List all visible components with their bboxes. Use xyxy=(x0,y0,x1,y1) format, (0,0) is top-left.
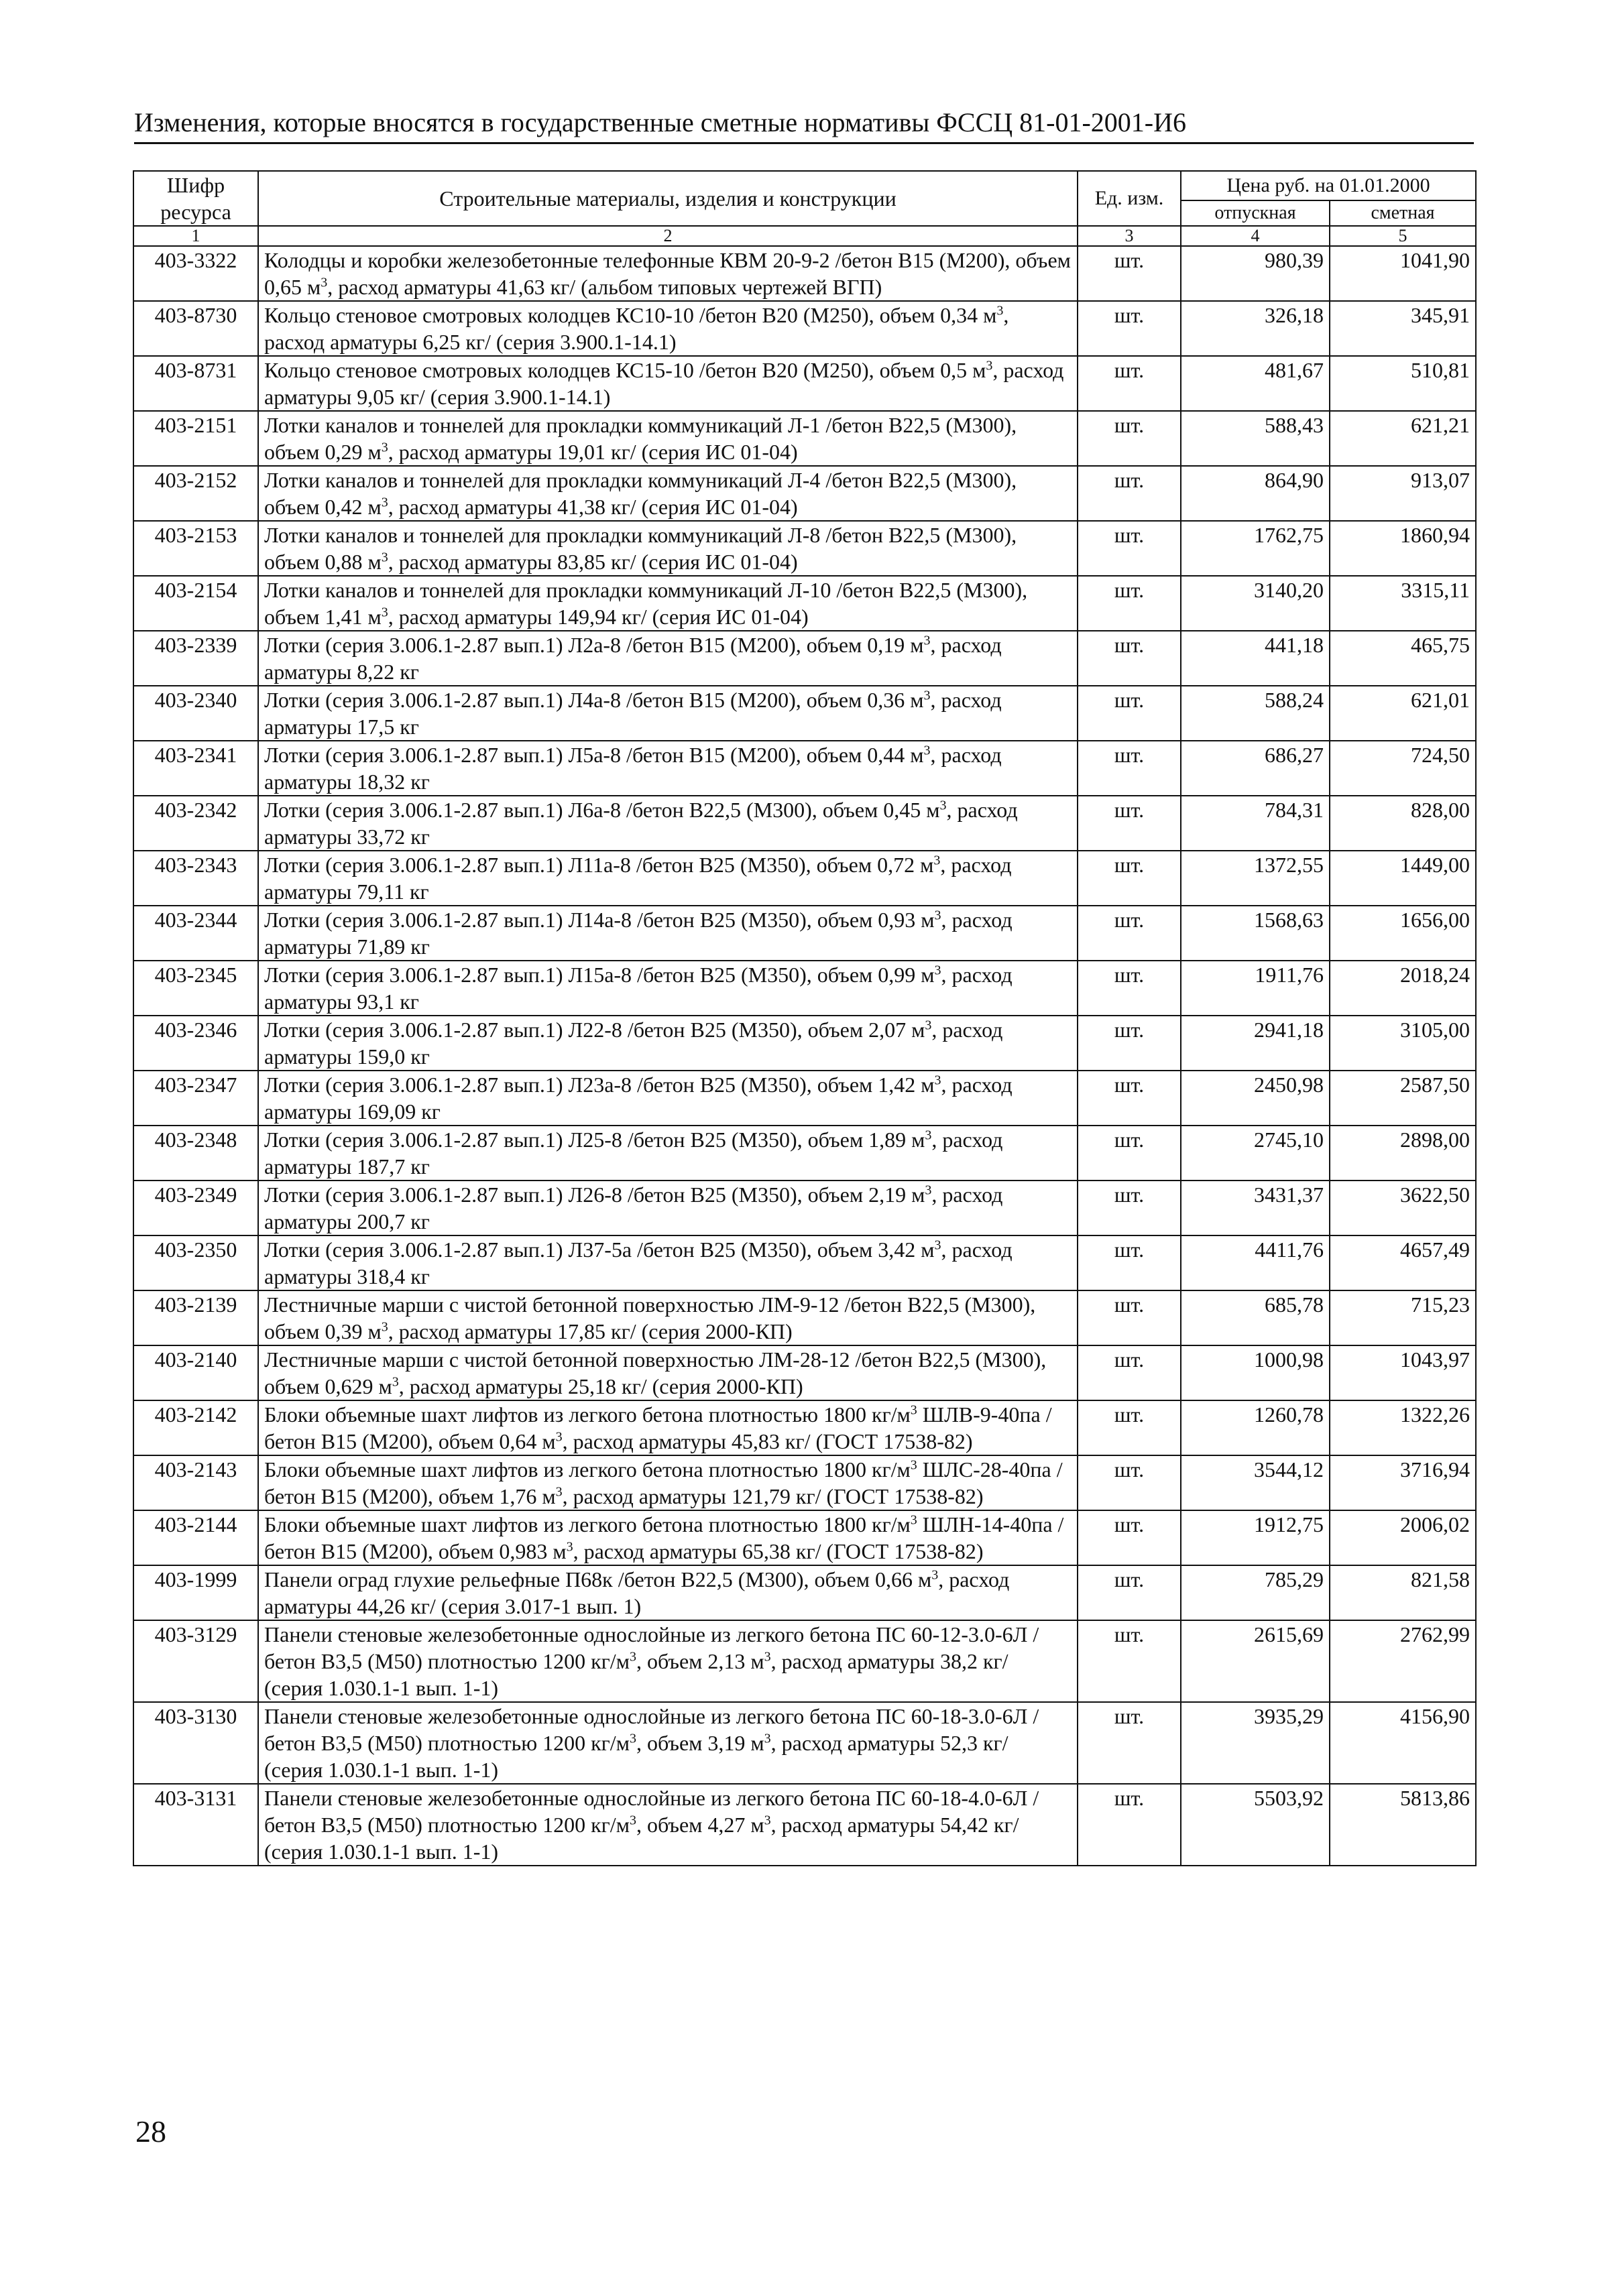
price-estimate: 1322,26 xyxy=(1330,1400,1476,1455)
resource-description: Панели стеновые железобетонные однослойные из легкого бетона ПС 60-18-4.0-6Л /бетон В3,5 (М50) плотностью 1200 $кг/м^3$, объем 4,27 $м^3$, расход арматуры 54,42 кг/ (серия 1.030.1-1 вып. 1-1) xyxy=(258,1784,1078,1866)
price-estimate: 2898,00 xyxy=(1330,1126,1476,1181)
price-release: 685,78 xyxy=(1181,1290,1330,1345)
resource-unit: шт. xyxy=(1078,961,1181,1016)
resource-description: Лотки (серия 3.006.1-2.87 вып.1) Л2а-8 /бетон В15 (М200), объем 0,19 $м^3$, расход арматуры 8,22 кг xyxy=(258,631,1078,686)
price-release: 481,67 xyxy=(1181,356,1330,411)
resource-code: 403-2346 xyxy=(133,1016,258,1071)
price-estimate: 465,75 xyxy=(1330,631,1476,686)
price-release: 4411,76 xyxy=(1181,1235,1330,1290)
resource-unit: шт. xyxy=(1078,1565,1181,1620)
column-number: 1 xyxy=(133,226,258,246)
table-row xyxy=(133,1235,1476,1290)
header-price-group: Цена руб. на 01.01.2000 xyxy=(1181,171,1476,200)
column-number: 3 xyxy=(1078,226,1181,246)
resource-description: Лотки каналов и тоннелей для прокладки коммуникаций Л-1 /бетон В22,5 (М300), объем 0,29 $м^3$, расход арматуры 19,01 кг/ (серия ИС 01-04) xyxy=(258,411,1078,466)
price-release: 588,24 xyxy=(1181,686,1330,741)
resource-code: 403-3131 xyxy=(133,1784,258,1866)
resource-description: Блоки объемные шахт лифтов из легкого бетона плотностью 1800 $кг/м^3$ ШЛВ-9-40па /бетон В15 (М200), объем 0,64 $м^3$, расход арматуры 45,83 кг/ (ГОСТ 17538-82) xyxy=(258,1400,1078,1455)
price-estimate: 5813,86 xyxy=(1330,1784,1476,1866)
resource-code: 403-3129 xyxy=(133,1620,258,1702)
resource-description: Блоки объемные шахт лифтов из легкого бетона плотностью 1800 $кг/м^3$ ШЛС-28-40па /бетон В15 (М200), объем 1,76 $м^3$, расход арматуры 121,79 кг/ (ГОСТ 17538-82) xyxy=(258,1455,1078,1510)
table-row xyxy=(133,246,1476,301)
table-row xyxy=(133,1510,1476,1565)
column-number: 4 xyxy=(1181,226,1330,246)
price-release: 5503,92 xyxy=(1181,1784,1330,1866)
resource-unit: шт. xyxy=(1078,576,1181,631)
price-estimate: 2587,50 xyxy=(1330,1071,1476,1126)
table-row xyxy=(133,1181,1476,1235)
price-estimate: 2762,99 xyxy=(1330,1620,1476,1702)
price-estimate: 2006,02 xyxy=(1330,1510,1476,1565)
price-estimate: 1043,97 xyxy=(1330,1345,1476,1400)
resource-code: 403-1999 xyxy=(133,1565,258,1620)
resource-description: Лотки (серия 3.006.1-2.87 вып.1) Л5а-8 /бетон В15 (М200), объем 0,44 $м^3$, расход арматуры 18,32 кг xyxy=(258,741,1078,796)
table-row xyxy=(133,1784,1476,1866)
price-release: 1372,55 xyxy=(1181,851,1330,906)
price-estimate: 821,58 xyxy=(1330,1565,1476,1620)
price-estimate: 510,81 xyxy=(1330,356,1476,411)
resource-code: 403-2139 xyxy=(133,1290,258,1345)
resource-unit: шт. xyxy=(1078,1620,1181,1702)
price-release: 2450,98 xyxy=(1181,1071,1330,1126)
price-release: 588,43 xyxy=(1181,411,1330,466)
resource-description: Лотки (серия 3.006.1-2.87 вып.1) Л11а-8 /бетон В25 (М350), объем 0,72 $м^3$, расход арматуры 79,11 кг xyxy=(258,851,1078,906)
resource-description: Блоки объемные шахт лифтов из легкого бетона плотностью 1800 $кг/м^3$ ШЛН-14-40па /бетон В15 (М200), объем 0,983 $м^3$, расход арматуры 65,38 кг/ (ГОСТ 17538-82) xyxy=(258,1510,1078,1565)
header-price-release: отпускная xyxy=(1181,200,1330,226)
resource-code: 403-2340 xyxy=(133,686,258,741)
table-row xyxy=(133,1126,1476,1181)
column-number: 5 xyxy=(1330,226,1476,246)
price-release: 3544,12 xyxy=(1181,1455,1330,1510)
resource-unit: шт. xyxy=(1078,1510,1181,1565)
resource-code: 403-2140 xyxy=(133,1345,258,1400)
table-row xyxy=(133,1345,1476,1400)
resource-unit: шт. xyxy=(1078,301,1181,356)
resource-description: Лотки (серия 3.006.1-2.87 вып.1) Л6а-8 /бетон В22,5 (М300), объем 0,45 $м^3$, расход арматуры 33,72 кг xyxy=(258,796,1078,851)
price-release: 1568,63 xyxy=(1181,906,1330,961)
price-estimate: 715,23 xyxy=(1330,1290,1476,1345)
resource-code: 403-2154 xyxy=(133,576,258,631)
resource-code: 403-2347 xyxy=(133,1071,258,1126)
table-row xyxy=(133,521,1476,576)
table-row xyxy=(133,1620,1476,1702)
header-price-estimate: сметная xyxy=(1330,200,1476,226)
price-release: 1260,78 xyxy=(1181,1400,1330,1455)
price-estimate: 2018,24 xyxy=(1330,961,1476,1016)
price-release: 686,27 xyxy=(1181,741,1330,796)
price-estimate: 3105,00 xyxy=(1330,1016,1476,1071)
resource-unit: шт. xyxy=(1078,851,1181,906)
resource-code: 403-2349 xyxy=(133,1181,258,1235)
table-row xyxy=(133,411,1476,466)
price-release: 2615,69 xyxy=(1181,1620,1330,1702)
resource-unit: шт. xyxy=(1078,1016,1181,1071)
table-header-row xyxy=(133,171,1476,200)
resource-description: Лотки каналов и тоннелей для прокладки коммуникаций Л-8 /бетон В22,5 (М300), объем 0,88 $м^3$, расход арматуры 83,85 кг/ (серия ИС 01-04) xyxy=(258,521,1078,576)
resource-unit: шт. xyxy=(1078,1126,1181,1181)
resource-unit: шт. xyxy=(1078,906,1181,961)
resource-unit: шт. xyxy=(1078,1071,1181,1126)
table-row xyxy=(133,1016,1476,1071)
table-row xyxy=(133,1071,1476,1126)
header-description: Строительные материалы, изделия и конструкции xyxy=(258,171,1078,226)
price-estimate: 3622,50 xyxy=(1330,1181,1476,1235)
table-row xyxy=(133,1702,1476,1784)
price-estimate: 1656,00 xyxy=(1330,906,1476,961)
table-row xyxy=(133,1400,1476,1455)
table-row xyxy=(133,906,1476,961)
resource-description: Колодцы и коробки железобетонные телефонные КВМ 20-9-2 /бетон В15 (М200), объем 0,65 $м^3$, расход арматуры 41,63 кг/ (альбом типовых чертежей ВГП) xyxy=(258,246,1078,301)
price-release: 864,90 xyxy=(1181,466,1330,521)
resource-description: Лотки (серия 3.006.1-2.87 вып.1) Л15а-8 /бетон В25 (М350), объем 0,99 $м^3$, расход арматуры 93,1 кг xyxy=(258,961,1078,1016)
resource-description: Панели оград глухие рельефные П68к /бетон В22,5 (М300), объем 0,66 $м^3$, расход арматуры 44,26 кг/ (серия 3.017-1 вып. 1) xyxy=(258,1565,1078,1620)
resource-description: Лотки (серия 3.006.1-2.87 вып.1) Л4а-8 /бетон В15 (М200), объем 0,36 $м^3$, расход арматуры 17,5 кг xyxy=(258,686,1078,741)
resource-code: 403-2142 xyxy=(133,1400,258,1455)
resource-description: Панели стеновые железобетонные однослойные из легкого бетона ПС 60-18-3.0-6Л /бетон В3,5 (М50) плотностью 1200 $кг/м^3$, объем 3,19 $м^3$, расход арматуры 52,3 кг/ (серия 1.030.1-1 вып. 1-1) xyxy=(258,1702,1078,1784)
price-estimate: 828,00 xyxy=(1330,796,1476,851)
resource-code: 403-2348 xyxy=(133,1126,258,1181)
table-row xyxy=(133,851,1476,906)
resource-unit: шт. xyxy=(1078,1181,1181,1235)
table-row xyxy=(133,301,1476,356)
resource-unit: шт. xyxy=(1078,741,1181,796)
resource-code: 403-3322 xyxy=(133,246,258,301)
price-release: 3140,20 xyxy=(1181,576,1330,631)
resource-code: 403-2341 xyxy=(133,741,258,796)
resource-code: 403-2343 xyxy=(133,851,258,906)
resource-unit: шт. xyxy=(1078,631,1181,686)
resource-description: Лотки (серия 3.006.1-2.87 вып.1) Л14а-8 /бетон В25 (М350), объем 0,93 $м^3$, расход арматуры 71,89 кг xyxy=(258,906,1078,961)
price-release: 1762,75 xyxy=(1181,521,1330,576)
table-row xyxy=(133,1290,1476,1345)
price-release: 3935,29 xyxy=(1181,1702,1330,1784)
resource-description: Кольцо стеновое смотровых колодцев КС15-10 /бетон В20 (М250), объем 0,5 $м^3$, расход арматуры 9,05 кг/ (серия 3.900.1-14.1) xyxy=(258,356,1078,411)
header-code: Шифр ресурса xyxy=(133,171,258,226)
resource-unit: шт. xyxy=(1078,1455,1181,1510)
table-row xyxy=(133,1565,1476,1620)
resource-unit: шт. xyxy=(1078,246,1181,301)
table-row xyxy=(133,631,1476,686)
price-release: 2745,10 xyxy=(1181,1126,1330,1181)
resource-code: 403-3130 xyxy=(133,1702,258,1784)
price-estimate: 4156,90 xyxy=(1330,1702,1476,1784)
resource-code: 403-2152 xyxy=(133,466,258,521)
column-numbers-row xyxy=(133,226,1476,246)
page-number: 28 xyxy=(135,2114,166,2149)
resource-description: Лестничные марши с чистой бетонной поверхностью ЛМ-9-12 /бетон В22,5 (М300), объем 0,39 $м^3$, расход арматуры 17,85 кг/ (серия 2000-КП) xyxy=(258,1290,1078,1345)
price-release: 1912,75 xyxy=(1181,1510,1330,1565)
price-estimate: 1860,94 xyxy=(1330,521,1476,576)
resource-description: Лотки (серия 3.006.1-2.87 вып.1) Л25-8 /бетон В25 (М350), объем 1,89 $м^3$, расход арматуры 187,7 кг xyxy=(258,1126,1078,1181)
price-estimate: 913,07 xyxy=(1330,466,1476,521)
price-release: 1000,98 xyxy=(1181,1345,1330,1400)
resource-table xyxy=(133,170,1477,1866)
resource-unit: шт. xyxy=(1078,1345,1181,1400)
price-estimate: 4657,49 xyxy=(1330,1235,1476,1290)
table-row xyxy=(133,796,1476,851)
column-number: 2 xyxy=(258,226,1078,246)
table-row xyxy=(133,356,1476,411)
resource-unit: шт. xyxy=(1078,796,1181,851)
price-estimate: 3716,94 xyxy=(1330,1455,1476,1510)
resource-code: 403-2350 xyxy=(133,1235,258,1290)
resource-unit: шт. xyxy=(1078,1235,1181,1290)
resource-code: 403-2153 xyxy=(133,521,258,576)
price-release: 784,31 xyxy=(1181,796,1330,851)
price-estimate: 1041,90 xyxy=(1330,246,1476,301)
resource-description: Лотки (серия 3.006.1-2.87 вып.1) Л22-8 /бетон В25 (М350), объем 2,07 $м^3$, расход арматуры 159,0 кг xyxy=(258,1016,1078,1071)
resource-description: Лотки каналов и тоннелей для прокладки коммуникаций Л-4 /бетон В22,5 (М300), объем 0,42 $м^3$, расход арматуры 41,38 кг/ (серия ИС 01-04) xyxy=(258,466,1078,521)
price-estimate: 724,50 xyxy=(1330,741,1476,796)
resource-code: 403-2344 xyxy=(133,906,258,961)
table-row xyxy=(133,686,1476,741)
table-row xyxy=(133,741,1476,796)
resource-description: Лотки каналов и тоннелей для прокладки коммуникаций Л-10 /бетон В22,5 (М300), объем 1,41 $м^3$, расход арматуры 149,94 кг/ (серия ИС 01-04) xyxy=(258,576,1078,631)
price-release: 785,29 xyxy=(1181,1565,1330,1620)
resource-code: 403-8731 xyxy=(133,356,258,411)
price-estimate: 3315,11 xyxy=(1330,576,1476,631)
resource-description: Лотки (серия 3.006.1-2.87 вып.1) Л37-5а /бетон В25 (М350), объем 3,42 $м^3$, расход арматуры 318,4 кг xyxy=(258,1235,1078,1290)
resource-code: 403-2339 xyxy=(133,631,258,686)
resource-unit: шт. xyxy=(1078,1784,1181,1866)
resource-unit: шт. xyxy=(1078,411,1181,466)
resource-description: Лестничные марши с чистой бетонной поверхностью ЛМ-28-12 /бетон В22,5 (М300), объем 0,629 $м^3$, расход арматуры 25,18 кг/ (серия 2000-КП) xyxy=(258,1345,1078,1400)
table-row xyxy=(133,576,1476,631)
price-release: 980,39 xyxy=(1181,246,1330,301)
resource-code: 403-2345 xyxy=(133,961,258,1016)
resource-unit: шт. xyxy=(1078,1400,1181,1455)
price-release: 3431,37 xyxy=(1181,1181,1330,1235)
price-release: 2941,18 xyxy=(1181,1016,1330,1071)
price-estimate: 345,91 xyxy=(1330,301,1476,356)
resource-description: Кольцо стеновое смотровых колодцев КС10-10 /бетон В20 (М250), объем 0,34 $м^3$, расход арматуры 6,25 кг/ (серия 3.900.1-14.1) xyxy=(258,301,1078,356)
price-release: 441,18 xyxy=(1181,631,1330,686)
resource-code: 403-2151 xyxy=(133,411,258,466)
table-row xyxy=(133,466,1476,521)
resource-description: Панели стеновые железобетонные однослойные из легкого бетона ПС 60-12-3.0-6Л /бетон В3,5 (М50) плотностью 1200 $кг/м^3$, объем 2,13 $м^3$, расход арматуры 38,2 кг/ (серия 1.030.1-1 вып. 1-1) xyxy=(258,1620,1078,1702)
table-row xyxy=(133,961,1476,1016)
price-estimate: 621,01 xyxy=(1330,686,1476,741)
resource-code: 403-8730 xyxy=(133,301,258,356)
resource-code: 403-2143 xyxy=(133,1455,258,1510)
price-release: 1911,76 xyxy=(1181,961,1330,1016)
resource-description: Лотки (серия 3.006.1-2.87 вып.1) Л23а-8 /бетон В25 (М350), объем 1,42 $м^3$, расход арматуры 169,09 кг xyxy=(258,1071,1078,1126)
resource-code: 403-2342 xyxy=(133,796,258,851)
resource-description: Лотки (серия 3.006.1-2.87 вып.1) Л26-8 /бетон В25 (М350), объем 2,19 $м^3$, расход арматуры 200,7 кг xyxy=(258,1181,1078,1235)
resource-unit: шт. xyxy=(1078,356,1181,411)
table-body xyxy=(133,246,1476,1866)
header-unit: Ед. изм. xyxy=(1078,171,1181,226)
resource-unit: шт. xyxy=(1078,1702,1181,1784)
resource-unit: шт. xyxy=(1078,1290,1181,1345)
resource-unit: шт. xyxy=(1078,466,1181,521)
resource-unit: шт. xyxy=(1078,686,1181,741)
document-header: Изменения, которые вносятся в государственные сметные нормативы ФССЦ 81-01-2001-И6 xyxy=(134,106,1474,144)
table-row xyxy=(133,1455,1476,1510)
resource-unit: шт. xyxy=(1078,521,1181,576)
price-estimate: 621,21 xyxy=(1330,411,1476,466)
price-estimate: 1449,00 xyxy=(1330,851,1476,906)
resource-code: 403-2144 xyxy=(133,1510,258,1565)
price-release: 326,18 xyxy=(1181,301,1330,356)
